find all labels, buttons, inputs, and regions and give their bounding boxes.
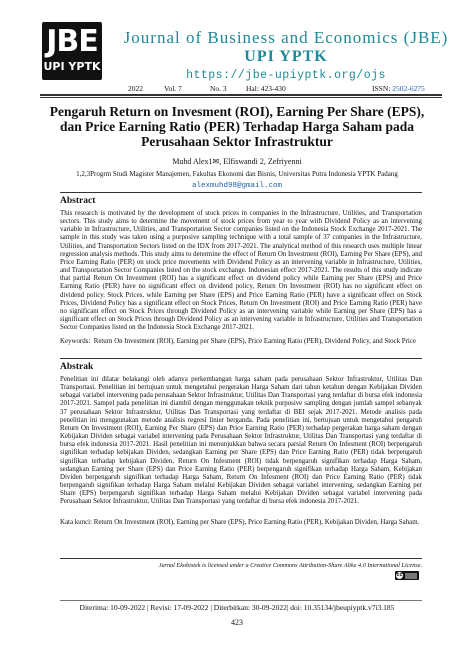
article-dates: Diterima: 10-09-2022 | Revisi: 17-09-2022 | Diterbitkan: 30-09-2022| doi: 10.35134/jbeupiyptk.v7i3.185 <box>79 603 395 612</box>
cc-by-sa-icon[interactable] <box>395 571 419 580</box>
keywords-text: Return On Investment (ROI), Earning per Share (EPS), Price Earning Ratio (PER), Dividend Policy, and Stock Price <box>93 338 416 345</box>
journal-logo <box>42 22 102 80</box>
journal-header <box>0 0 474 98</box>
issue-number: No. 3 <box>210 84 227 93</box>
issue-year: 2022 <box>128 84 143 93</box>
article-authors: Muhd Alex1✉, Elfiswandi 2, Zefriyenni <box>172 157 302 166</box>
issn-label: ISSN: <box>372 84 393 93</box>
abstrak-body: Penelitian ini dilatar belakangi oleh adanya perkembangan harga saham pada perusahaan Sektor Infrastruktur, Utilitas Dan Transportasi. Penelitian ini bertujuan untuk mengetahui pergerakan Harga Saham dari tahun ketahun dengan Kebijakan Dividen sebagai variabel intervening pada perusahaan Sektor Infrastruktur, Utilitas Dan Transportasi yang terdaftar di bursa efek indonesia 2017-2021. Sampel pada penelitian ini diambil dengan menggunakan teknik purposive sampling dengan jumlah sampel sebanyak 37 perusahaan Sektor Infrastruktur, Utilitas Dan Transportasi yang terdaftar di BEI sejak 2017-2021. Metode analisis pada penelitian ini menggunakan metode analisis regresi linier berganda. Pada penelitian ini, bertujuan untuk mengetahui pengaruh Return On Investment (ROI), Earning Per Share (EPS) dan Price Earning Ratio (PER) terhadap pergerakan harga saham dengan Kebijakan Dividen sebagai variabel intervening pada Perusahaan Sektor Infrastruktur, Utilitas Dan Transportasi yang terdaftar di bursa efek indonesia 2017-2021. Hasil penelitian ini menunjukkan bahwa secara parsial Return On Infesment (ROI) berpengaruh signifikan terhadap kebijakan Dividen, sedangkan Earning per Share (EPS) dan Price Earning Ratio (PER) tidak berpengaruh signifikan terhadap kebijakan Dividen, Return On Infesment (ROI) tidak berpengaruh signifikan terhadap Harga Saham, sedangkan Earning per Share (EPS) dan Price Earning Ratio (PER) berpengaruh signifikan terhadap Harga Saham, Kebijakan Dividen berpengaruh signifikan terhadap Harga Saham, Return On Infesment (ROI) dan Price Earning Ratio (PER) tidak berpengaruh signifikan terhadap Harga Saham melalui Kebijakan Dividen sebagai variabel intervening, sedangkan Earning per Share (EPS) berpengaruh signifikan terhadap Harga Saham melalui Kebijakan Dividen sebagai variabel intervening pada Perusahaan Sektor Infrastruktur, Utilitas Dan Transportasi yang terdaftar di bursa efek indonesia 2017-2021. <box>60 376 422 506</box>
cc-symbol-icon: cc <box>396 572 403 578</box>
abstract-heading: Abstract <box>60 196 96 206</box>
corresponding-email[interactable]: alexmuhd98@gmail.com <box>191 182 282 190</box>
page-number: 423 <box>231 618 243 627</box>
keywords-row <box>60 338 422 346</box>
abstract-body: This research is motivated by the development of stock prices in companies in the Infrastructure, Utilities, and Transportation sectors. This study aims to determine the movement of stock prices from year to year with Dividend Policy as an intervening variable in Infrastructure, Utilities, and Transportation Sector companies listed on the Indonesia Stock Exchange 2017-2021. The sample in this study was taken using a purposive sampling technique with a total sample of 37 companies in the Infrastructure, Utilities, and Transportation Sectors listed on the IDX from 2017-2021. The analytical method of this research uses multiple linear regression analysis methods. This study aims to determine the effect of Return On Investment (ROI), Earning Per Share (EPS), and Price Earning Ratio (PER) on stock price movements with Dividend Policy as an intervening variable in Infrastructure, Utilities, and Transportation Sector Companies listed on the stock exchange. Indonesian effect 2017-2021. The results of this study indicate that partial Return On Investment (ROI) has a significant effect on dividend policy while Earning per Share (EPS) and Price Earning Ratio (PER) have no significant effect on dividend policy, Return On Investment (ROI) has no significant effect on dividend policy. Stock Prices, while Earning per Share (EPS) and Price Earning Ratio (PER) have a significant effect on Stock Prices, Dividend Policy has a significant effect on Stock Prices, Return On Investment (ROI) and Price Earning Ratio (PER) have no significant effect on Stock Prices through Dividend Policy as an intervening variable while Earning per Share (EPS) has a significant effect on Stock Prices through Dividend Policy as an intervening variable in Infrastructure, Utilities and Transportation Sector Companies listed on the Indonesia Stock Exchange 2017-2021. <box>60 210 422 332</box>
kata-kunci-label: Kata kunci: <box>60 519 92 526</box>
license-text[interactable]: Jurnal Ekobistek is licensed under a Creative Commons Attribution-Share Alike 4.0 International License. <box>158 562 422 569</box>
footer-divider <box>60 600 422 601</box>
keywords-label: Keywords: <box>60 338 91 345</box>
article-affiliation: 1,2,3Progrm Studi Magister Manajemen, Fakultas Ekonomi dan Bisnis, Universitas Putra Indonesia YPTK Padang <box>76 170 398 178</box>
issue-volume: Vol. 7 <box>164 84 182 93</box>
article-title: Pengaruh Return on Invesment (ROI), Earning Per Share (EPS), dan Price Earning Ratio (PER) Terhadap Harga Saham pada Perusahaan Sektor Infrastruktur <box>49 104 425 149</box>
journal-title: Journal of Business and Economics (JBE) <box>123 28 449 47</box>
kata-kunci-row <box>60 519 422 527</box>
logo-sub-text: UPI YPTK <box>43 60 101 73</box>
logo-main-text: JBE <box>46 24 98 59</box>
cc-license-tail <box>405 573 417 579</box>
abstract-divider-top <box>60 192 422 193</box>
kata-kunci-text: Return On Investment (ROI), Earning per Share (EPS), Price Earning Ratio (PER), Kebijakan Dividen, Harga Saham. <box>93 519 420 526</box>
abstrak-heading: Abstrak <box>60 362 94 372</box>
issn <box>372 84 425 93</box>
abstrak-divider-top <box>60 358 422 359</box>
header-divider-thin <box>40 97 442 98</box>
issn-value[interactable]: 2502-6275 <box>392 84 425 93</box>
issue-pages: Hal: 423-430 <box>246 84 286 93</box>
header-divider <box>40 94 442 96</box>
journal-url-link[interactable]: https://jbe-upiyptk.org/ojs <box>186 69 386 82</box>
license-divider <box>60 558 422 559</box>
journal-subtitle: UPI YPTK <box>244 48 328 65</box>
